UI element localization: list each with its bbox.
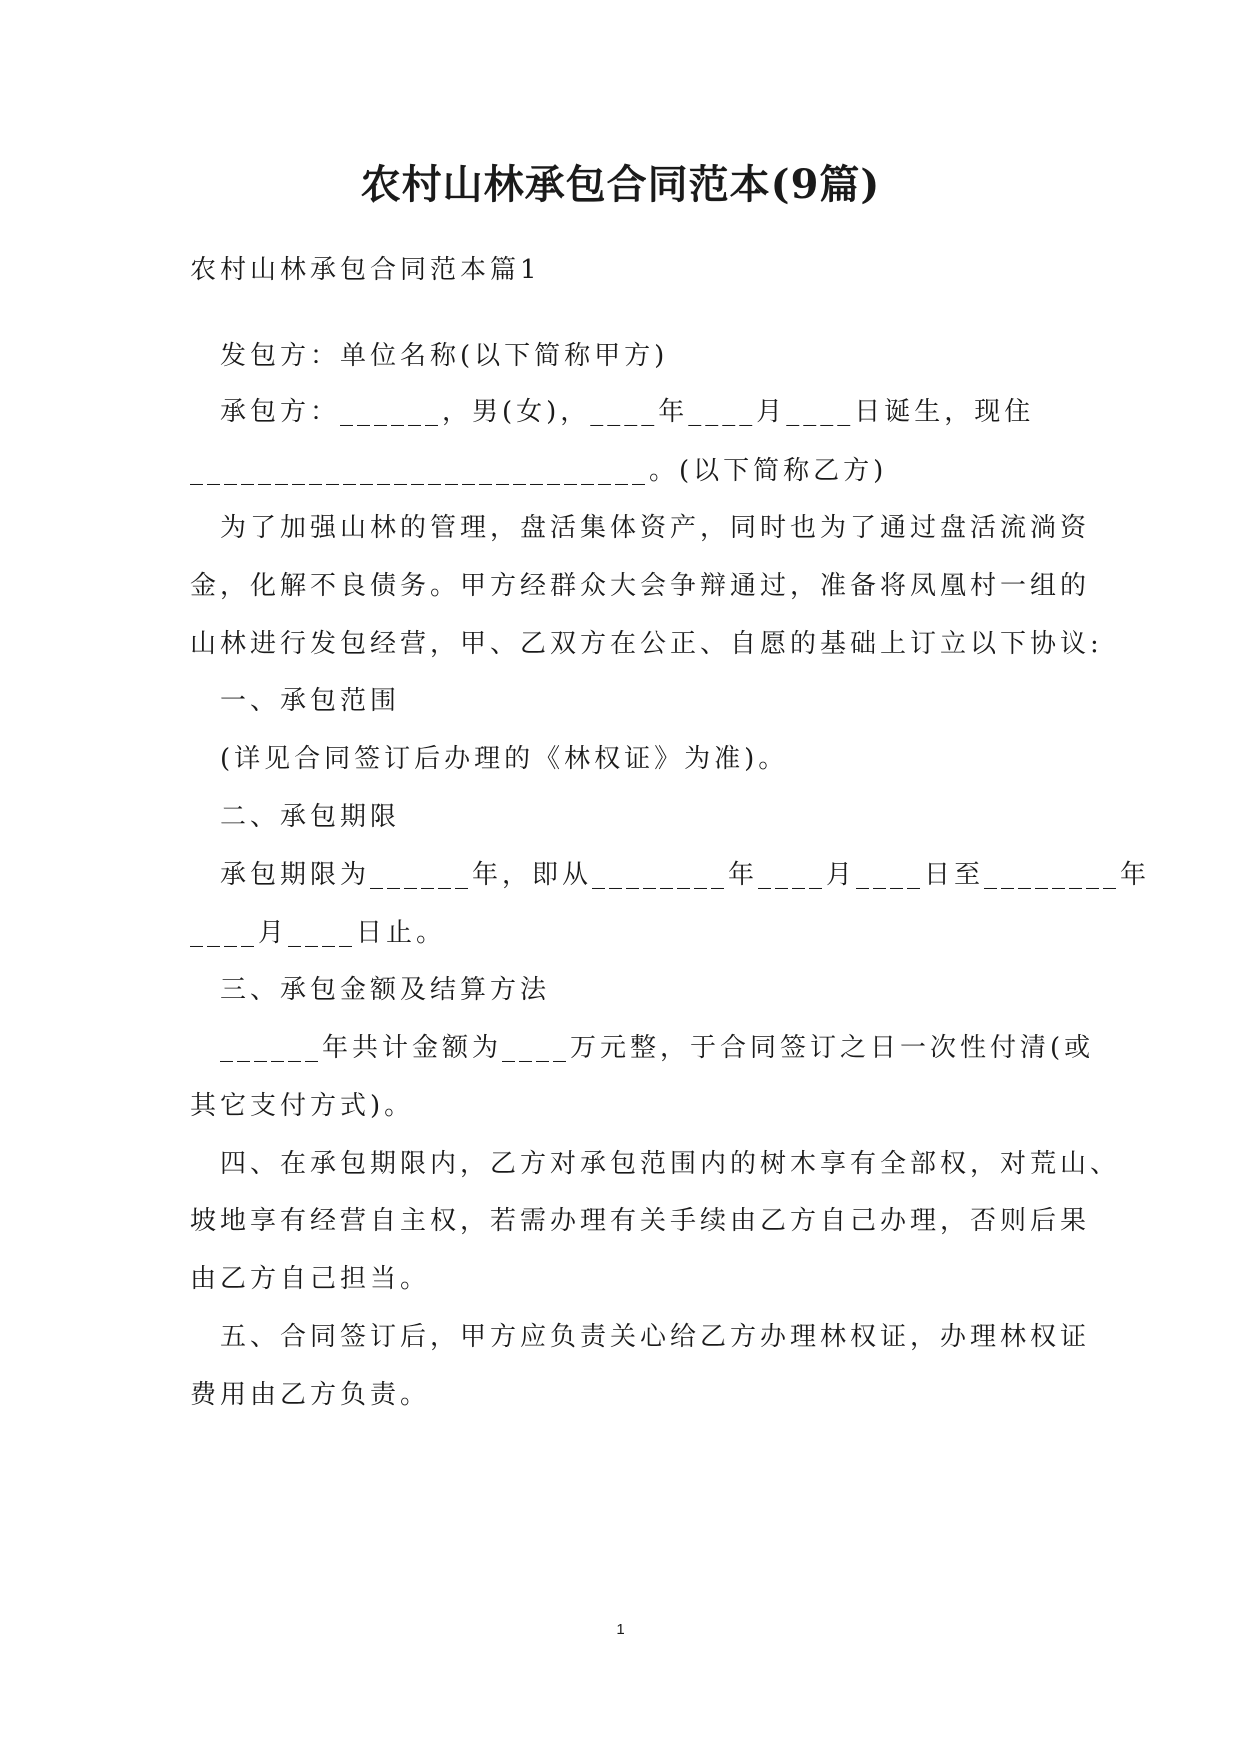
paragraph-line: (详见合同签订后办理的《林权证》为准)。 [220,744,789,774]
paragraph-line: 发包方：单位名称(以下简称甲方) [220,341,669,371]
paragraph-line: 三、承包金额及结算方法 [220,975,551,1005]
paragraph-line: 承包期限为______年，即从________年____月____日至________年 [220,860,1151,890]
paragraph-line: 山林进行发包经营，甲、乙双方在公正、自愿的基础上订立以下协议: [190,629,1103,659]
page-number: 1 [616,1621,625,1638]
paragraph-line: 四、在承包期限内，乙方对承包范围内的树木享有全部权，对荒山、 [220,1149,1121,1179]
paragraph-line: 五、合同签订后，甲方应负责关心给乙方办理林权证，办理林权证 [220,1322,1091,1352]
paragraph-line: 一、承包范围 [220,686,401,716]
paragraph-line: ______年共计金额为____万元整，于合同签订之日一次性付清(或 [220,1033,1095,1063]
paragraph-line: ____月____日止。 [190,918,447,948]
section-heading: 农村山林承包合同范本篇1 [190,255,541,285]
paragraph-line: 承包方：______，男(女)，____年____月____日诞生，现住 [220,397,1035,427]
paragraph-line: 由乙方自己担当。 [190,1264,431,1294]
paragraph-line: 费用由乙方负责。 [190,1380,431,1410]
paragraph-line: 二、承包期限 [220,802,401,832]
paragraph-line: 金，化解不良债务。甲方经群众大会争辩通过，准备将凤凰村一组的 [190,571,1091,601]
paragraph-line: ___________________________。(以下简称乙方) [190,456,888,486]
document-title: 农村山林承包合同范本(9篇) [360,161,881,208]
paragraph-line: 其它支付方式)。 [190,1091,415,1121]
paragraph-line: 为了加强山林的管理，盘活集体资产，同时也为了通过盘活流淌资 [220,513,1091,543]
paragraph-line: 坡地享有经营自主权，若需办理有关手续由乙方自己办理，否则后果 [190,1206,1091,1236]
